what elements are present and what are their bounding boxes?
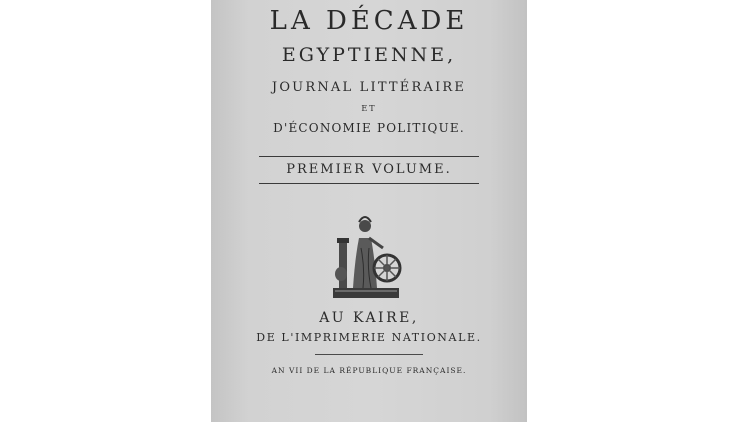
publication-date: AN VII DE LA RÉPUBLIQUE FRANÇAISE.: [271, 366, 467, 375]
title-page: [211, 0, 527, 422]
journal-conjunction: ET: [361, 104, 377, 113]
divider: [315, 354, 423, 355]
place-of-publication: AU KAIRE,: [319, 310, 419, 326]
allegorical-vignette-icon: [329, 208, 403, 304]
printer-name: DE L'IMPRIMERIE NATIONALE.: [256, 331, 482, 344]
volume-label: PREMIER VOLUME.: [286, 162, 452, 177]
journal-description-line2: D'ÉCONOMIE POLITIQUE.: [273, 121, 465, 135]
journal-description-line1: JOURNAL LITTÉRAIRE: [271, 80, 467, 95]
page-subtitle: EGYPTIENNE,: [281, 44, 457, 66]
top-rule: [259, 156, 479, 157]
bottom-rule: [259, 183, 479, 184]
page-title: LA DÉCADE: [269, 6, 469, 36]
